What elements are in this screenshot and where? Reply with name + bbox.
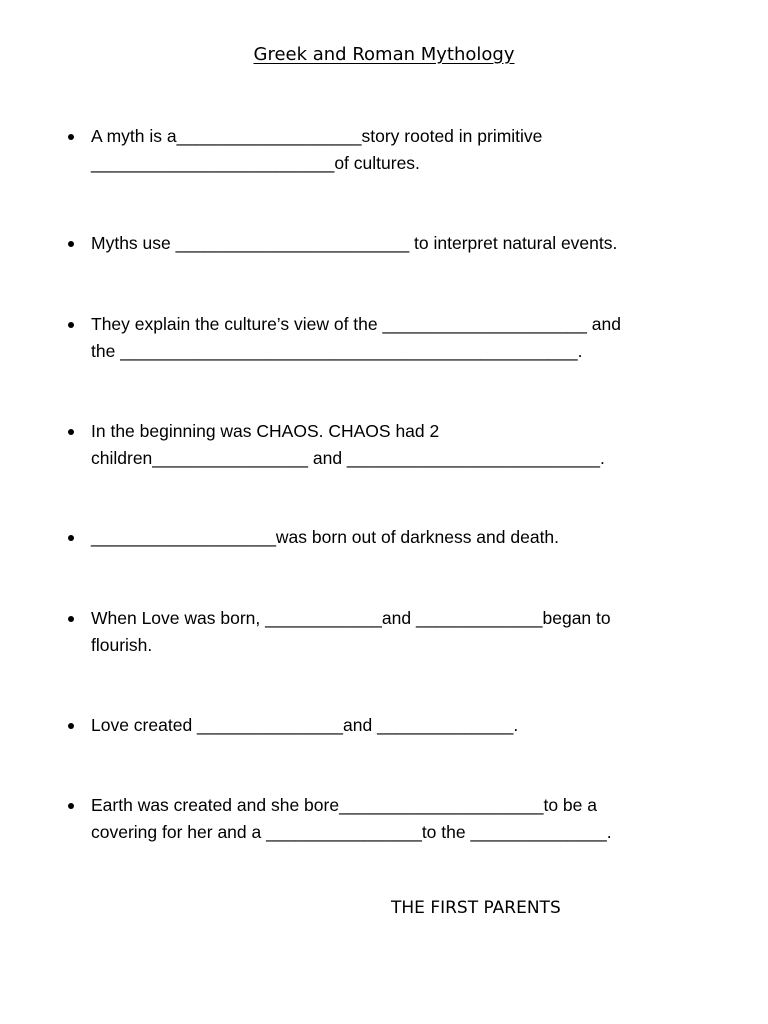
- list-item-text: [91, 230, 617, 257]
- text-line: ___________________was born out of darkness and death.: [91, 527, 560, 547]
- text-line: Earth was created and she bore_____________________to be a: [91, 795, 597, 815]
- text-line: When Love was born, ____________and _____________began to: [91, 608, 611, 628]
- bullet-icon: [68, 723, 74, 729]
- page-title: Greek and Roman Mythology: [253, 44, 515, 65]
- list-item-text: [91, 311, 621, 365]
- text-line: A myth is a___________________story rooted in primitive: [91, 126, 543, 146]
- text-line: Love created _______________and ______________.: [91, 715, 519, 735]
- list-item-text: [91, 792, 612, 846]
- bullet-icon: [68, 322, 74, 328]
- list-item-text: [91, 605, 611, 659]
- list-item-text: [91, 418, 605, 472]
- bullet-icon: [68, 241, 74, 247]
- bullet-icon: [68, 134, 74, 140]
- bullet-icon: [68, 429, 74, 435]
- text-line: Myths use ________________________ to interpret natural events.: [91, 233, 618, 253]
- text-line: They explain the culture’s view of the _____________________ and: [91, 314, 621, 334]
- bullet-icon: [68, 803, 74, 809]
- text-line: In the beginning was CHAOS. CHAOS had 2: [91, 421, 440, 441]
- list-item-text: [91, 524, 559, 551]
- text-line: children________________ and __________________________.: [91, 448, 605, 468]
- list-item-text: [91, 712, 518, 739]
- text-line: the _______________________________________________.: [91, 341, 583, 361]
- list-item-text: [91, 123, 542, 177]
- text-line: flourish.: [91, 635, 153, 655]
- bullet-icon: [68, 616, 74, 622]
- text-line: covering for her and a ________________to the ______________.: [91, 822, 612, 842]
- text-line: _________________________of cultures.: [91, 153, 420, 173]
- bullet-icon: [68, 535, 74, 541]
- section-heading: THE FIRST PARENTS: [391, 898, 561, 918]
